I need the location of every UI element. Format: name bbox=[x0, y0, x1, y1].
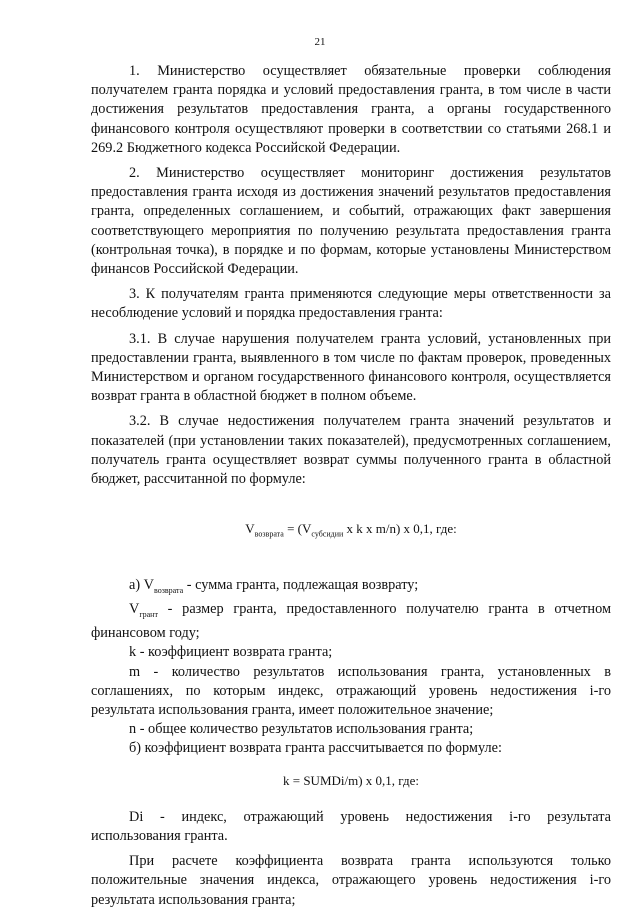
formula-sub-subsidy: субсидии bbox=[311, 529, 344, 539]
paragraph-3-2: 3.2. В случае недостижения получателем гранта значений результатов и показателей (при установлении таких показателей), предусмотренных соглашением, получатель гранта осуществляет возврат суммы полученного гранта в областной бюджет, рассчитанной по формуле: bbox=[91, 413, 611, 488]
paragraph-2: 2. Министерство осуществляет мониторинг достижения результатов предоставления гранта исходя из достижения значений результатов предоставления гранта, определенных соглашением, и событий, отражающих факт завершения соответствующего мероприятия по получению результата предоставления гранта (контрольная точка), в порядке и по формам, которые установлены Министерством финансов Российской Федерации. bbox=[91, 165, 611, 278]
return-formula bbox=[91, 519, 611, 544]
list-v-text: - размер гранта, предоставленного получателю гранта в отчетном финансовом году; bbox=[91, 601, 611, 642]
list-item-v bbox=[91, 600, 611, 643]
page-number: 21 bbox=[314, 36, 326, 48]
list-item-n: n - общее количество результатов использования гранта; bbox=[129, 721, 474, 738]
coefficient-formula: k = SUMDi/m) x 0,1, где: bbox=[283, 772, 419, 788]
paragraph-di: Di - индекс, отражающий уровень недостижения i-го результата использования гранта. bbox=[91, 808, 611, 845]
formula-eq: = (V bbox=[283, 521, 312, 537]
list-a-sub: возврата bbox=[154, 585, 184, 595]
paragraph-3: 3. К получателям гранта применяются следующие меры ответственности за несоблюдение условий и порядка предоставления гранта: bbox=[91, 286, 611, 322]
formula-v: V bbox=[245, 521, 255, 537]
document-body bbox=[91, 62, 611, 916]
list-item-m: m - количество результатов использования гранта, установленных в соглашениях, по которым индекс, отражающий уровень недостижения i-го результата использования гранта, имеет положительное значение; bbox=[91, 663, 611, 718]
paragraph-1: 1. Министерство осуществляет обязательные проверки соблюдения получателем гранта порядка и условий предоставления гранта, в том числе в части достижения результатов предоставления гранта, а органы государственного финансового контроля осуществляют проверки в соответствии со статьями 268.1 и 269.2 Бюджетного кодекса Российской Федерации. bbox=[91, 63, 611, 156]
paragraph-last: При расчете коэффициента возврата гранта используются только положительные значения индекса, отражающего уровень недостижения i-го результата использования гранта; bbox=[91, 853, 611, 908]
list-item-b: б) коэффициент возврата гранта рассчитывается по формуле: bbox=[129, 740, 502, 757]
list-item-k: k - коэффициент возврата гранта; bbox=[129, 644, 333, 661]
list-v-sub: грант bbox=[139, 609, 158, 619]
list-a-prefix: а) V bbox=[129, 577, 155, 594]
list-item-a bbox=[91, 576, 611, 600]
list-v-prefix: V bbox=[129, 601, 140, 618]
formula-rest: x k x m/n) x 0,1, где: bbox=[343, 521, 457, 537]
formula-sub-return: возврата bbox=[254, 529, 284, 539]
list-a-text: - сумма гранта, подлежащая возврату; bbox=[183, 577, 419, 594]
paragraph-3-1: 3.1. В случае нарушения получателем гранта условий, установленных при предоставлении гранта, выявленного в том числе по фактам проверок, проведенных Министерством и органом государственного финансового контроля, осуществляется возврат гранта в областной бюджет в полном объеме. bbox=[91, 330, 611, 405]
